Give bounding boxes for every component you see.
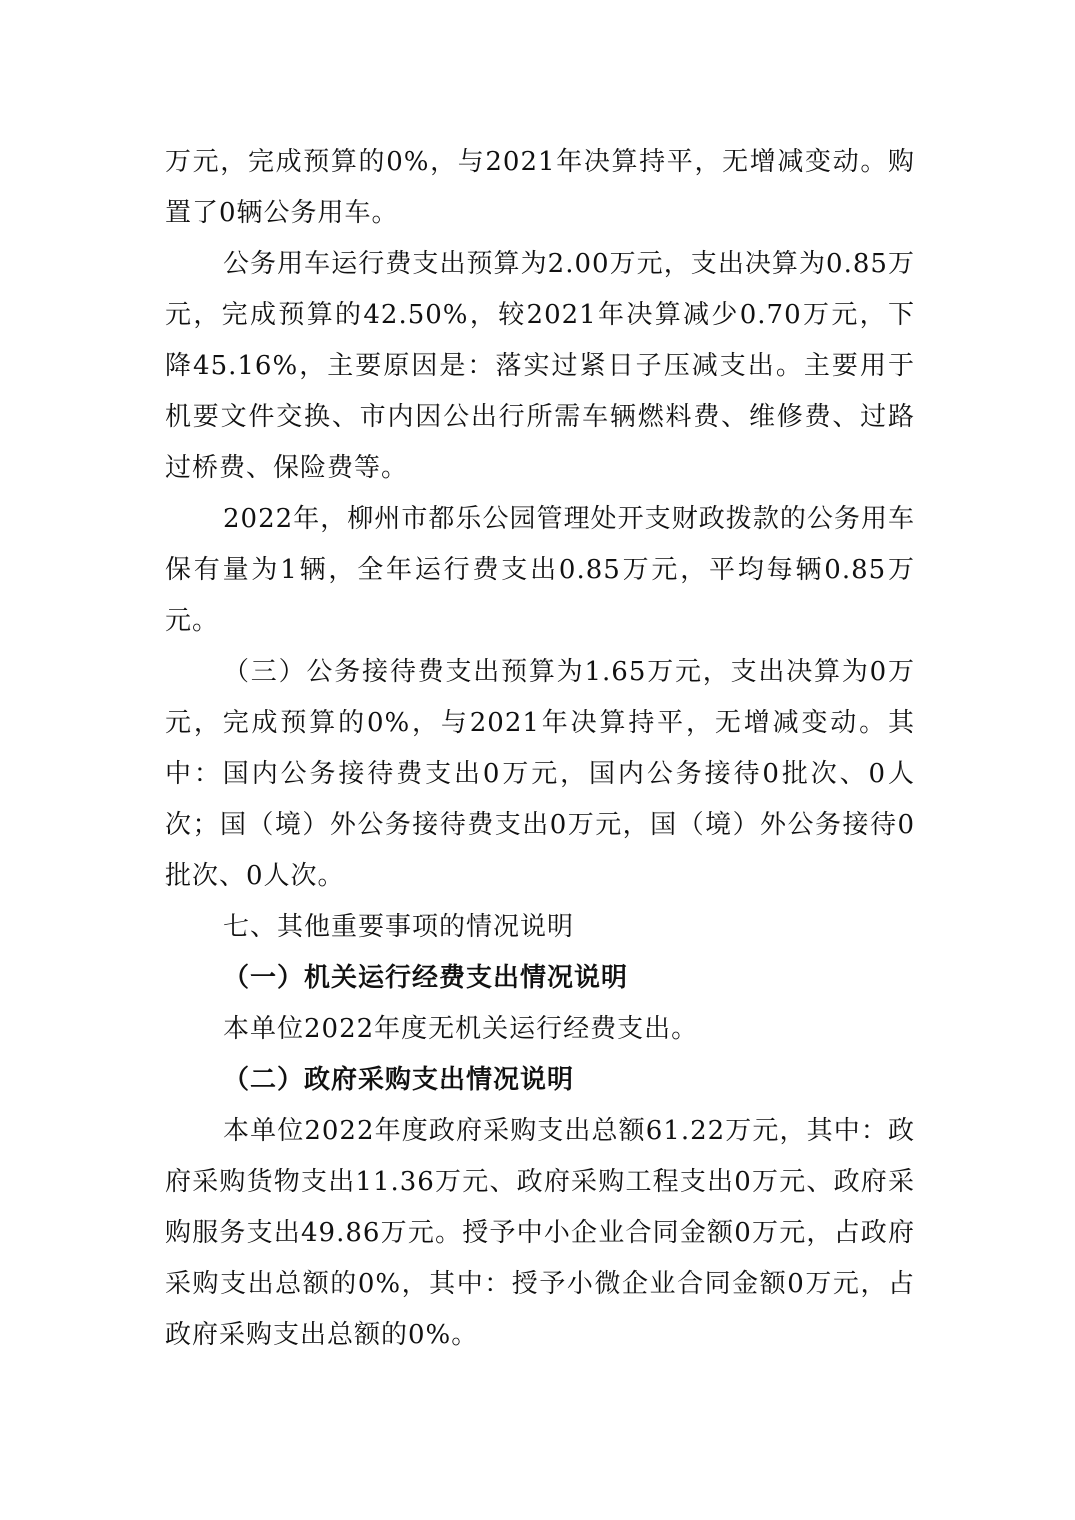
paragraph-reception-expense: （三）公务接待费支出预算为1.65万元，支出决算为0万元，完成预算的0%，与2021年决算持平，无增减变动。其中：国内公务接待费支出0万元，国内公务接待0批次、0人次；国（境）外公务接待费支出0万元，国（境）外公务接待0批次、0人次。 — [165, 657, 915, 891]
paragraph-vehicle-purchase: 万元，完成预算的0%，与2021年决算持平，无增减变动。购置了0辆公务用车。 — [165, 147, 915, 228]
subheading-procurement: （二）政府采购支出情况说明 — [223, 1065, 575, 1095]
document-body — [165, 137, 915, 1361]
paragraph-operating-expense: 本单位2022年度无机关运行经费支出。 — [223, 1014, 699, 1044]
paragraph-vehicle-operation: 公务用车运行费支出预算为2.00万元，支出决算为0.85万元，完成预算的42.50%，较2021年决算减少0.70万元，下降45.16%，主要原因是：落实过紧日子压减支出。主要用于机要文件交换、市内因公出行所需车辆燃料费、维修费、过路过桥费、保险费等。 — [165, 249, 915, 483]
paragraph-procurement: 本单位2022年度政府采购支出总额61.22万元，其中：政府采购货物支出11.36万元、政府采购工程支出0万元、政府采购服务支出49.86万元。授予中小企业合同金额0万元，占政府采购支出总额的0%，其中：授予小微企业合同金额0万元，占政府采购支出总额的0%。 — [165, 1116, 915, 1350]
paragraph-vehicle-holdings: 2022年，柳州市都乐公园管理处开支财政拨款的公务用车保有量为1辆，全年运行费支出0.85万元，平均每辆0.85万元。 — [165, 504, 915, 636]
subheading-operating-expense: （一）机关运行经费支出情况说明 — [223, 963, 629, 993]
section-heading-other-matters: 七、其他重要事项的情况说明 — [223, 912, 575, 942]
